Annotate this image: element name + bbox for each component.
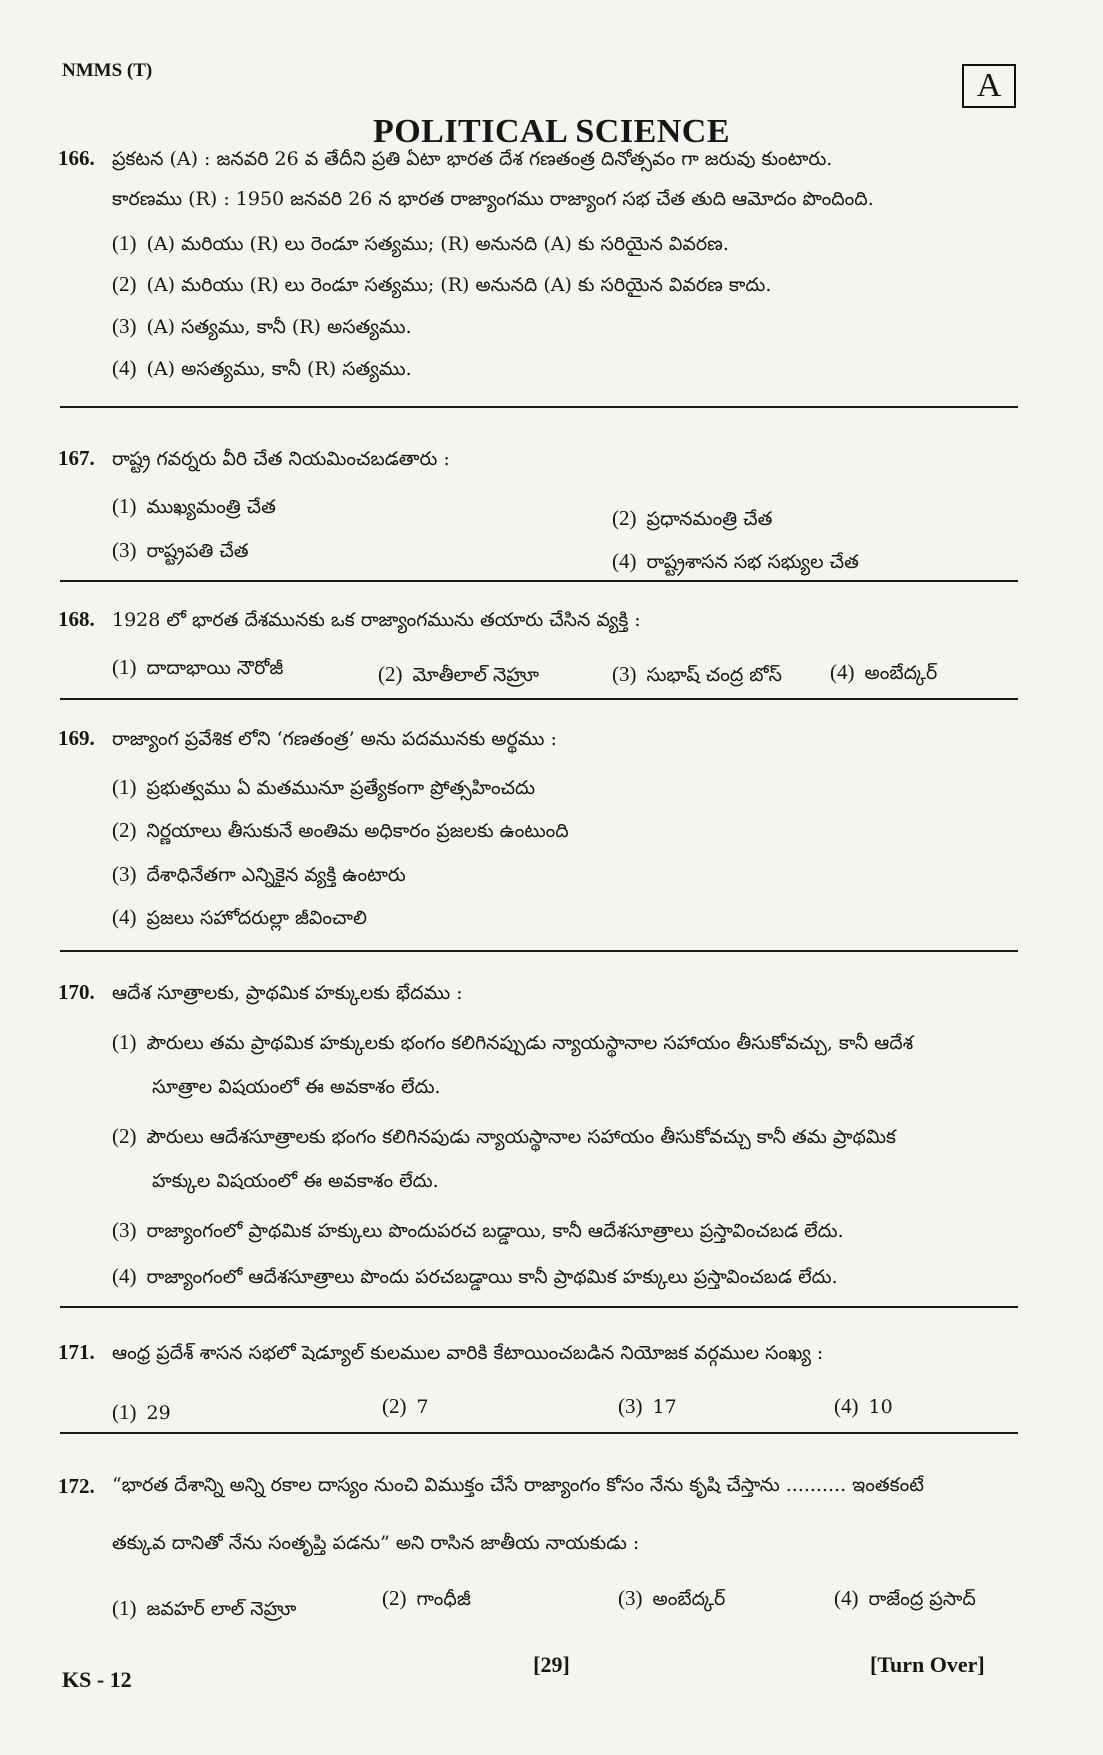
divider-rule: [60, 950, 1018, 952]
option-text: గాంధీజీ: [416, 1588, 471, 1610]
question-text: ఆంధ్ర ప్రదేశ్ శాసన సభలో షెడ్యూల్ కులముల వారికి కేటాయించబడిన నియోజక వర్గముల సంఖ్య :: [112, 1342, 824, 1364]
option-number: (3): [112, 862, 137, 886]
booklet-series-badge: A: [962, 64, 1016, 108]
option-number: (1): [112, 1030, 137, 1054]
question-text: కారణము (R) : 1950 జనవరి 26 న భారత రాజ్యాంగము రాజ్యాంగ సభ చేత తుది ఆమోదం పొందింది.: [112, 188, 874, 210]
option-text: 10: [868, 1396, 893, 1418]
option-1: [112, 231, 729, 260]
option-number: (1): [112, 655, 137, 679]
option-number: (2): [612, 506, 637, 530]
option-1: [112, 1030, 913, 1059]
option-number: (4): [612, 549, 637, 573]
option-2: [612, 506, 772, 535]
divider-rule: [60, 698, 1018, 700]
option-text: రాజ్యాంగంలో ప్రాథమిక హక్కులు పొందుపరచ బడ్డాయి, కానీ ఆదేశసూత్రాలు ప్రస్తావించబడ లేదు.: [146, 1220, 844, 1242]
option-3: [112, 862, 406, 891]
option-2: [382, 1394, 429, 1419]
question-number: 172.: [58, 1474, 95, 1498]
option-text: సుభాష్ చంద్ర బోస్: [646, 664, 782, 686]
option-1: [112, 1400, 171, 1425]
option-text: రాజేంద్ర ప్రసాద్: [868, 1588, 976, 1610]
option-text: ముఖ్యమంత్రి చేత: [146, 496, 276, 518]
option-text: పౌరులు తమ ప్రాథమిక హక్కులకు భంగం కలిగినప్పుడు న్యాయస్థానాల సహాయం తీసుకోవచ్చు, కానీ ఆదేశ: [146, 1032, 914, 1054]
option-3: [618, 1586, 725, 1615]
option-number: (1): [112, 775, 137, 799]
question-number: 170.: [58, 980, 95, 1004]
option-4: [112, 356, 412, 385]
option-text: ప్రధానమంత్రి చేత: [646, 508, 773, 530]
question-text: 1928 లో భారత దేశమునకు ఒక రాజ్యాంగమును తయారు చేసిన వ్యక్తి :: [112, 609, 641, 631]
option-text: దాదాభాయి నౌరోజీ: [146, 657, 284, 679]
section-title: POLITICAL SCIENCE: [372, 113, 731, 150]
option-3: [618, 1394, 677, 1419]
option-number: (3): [612, 662, 637, 686]
option-number: (4): [834, 1394, 859, 1418]
option-4: [112, 905, 367, 934]
option-1: [112, 775, 535, 804]
divider-rule: [60, 1432, 1018, 1434]
question-text: రాష్ట్ర గవర్నరు వీరి చేత నియమించబడతారు :: [112, 448, 450, 470]
option-number: (2): [382, 1394, 407, 1418]
option-2: [112, 818, 569, 847]
option-number: (1): [112, 494, 137, 518]
option-number: (2): [382, 1586, 407, 1610]
option-text: రాజ్యాంగంలో ఆదేశసూత్రాలు పొందు పరచబడ్డాయి కానీ ప్రాథమిక హక్కులు ప్రస్తావించబడ లేదు.: [146, 1266, 838, 1288]
question-number: 168.: [58, 607, 95, 631]
option-number: (1): [112, 1596, 137, 1620]
option-text: (A) మరియు (R) లు రెండూ సత్యము; (R) అనునది (A) కు సరియైన వివరణ.: [146, 233, 729, 255]
option-4: [834, 1394, 893, 1419]
option-number: (3): [112, 314, 137, 338]
option-text: (A) అసత్యము, కానీ (R) సత్యము.: [146, 358, 412, 380]
question-number: 171.: [58, 1340, 95, 1364]
question-number: 167.: [58, 446, 95, 470]
option-3: [112, 1218, 844, 1247]
question-number: 169.: [58, 726, 95, 750]
option-number: (4): [112, 1264, 137, 1288]
question-text: ఆదేశ సూత్రాలకు, ప్రాథమిక హక్కులకు భేదము :: [112, 982, 463, 1004]
option-2: [112, 1124, 896, 1153]
option-text: నిర్ణయాలు తీసుకునే అంతిమ అధికారం ప్రజలకు ఉంటుంది: [146, 820, 569, 842]
option-3: [112, 314, 412, 343]
option-text: అంబేద్కర్: [652, 1588, 726, 1610]
question-text: ప్రకటన (A) : జనవరి 26 వ తేదీని ప్రతి ఏటా భారత దేశ గణతంత్ర దినోత్సవం గా జరువు కుంటారు.: [112, 148, 833, 170]
option-2: [112, 272, 771, 301]
footer-code: KS - 12: [62, 1667, 132, 1692]
option-1: [112, 494, 276, 523]
option-1: [112, 655, 283, 684]
option-4: [612, 549, 859, 578]
option-text: (A) మరియు (R) లు రెండూ సత్యము; (R) అనునది (A) కు సరియైన వివరణ కాదు.: [146, 274, 772, 296]
option-text: 17: [652, 1396, 677, 1418]
option-number: (4): [830, 660, 855, 684]
question-number: 166.: [58, 146, 95, 170]
option-1-continuation: సూత్రాల విషయంలో ఈ అవకాశం లేదు.: [152, 1076, 441, 1098]
option-text: (A) సత్యము, కానీ (R) అసత్యము.: [146, 316, 412, 338]
divider-rule: [60, 580, 1018, 582]
option-2: [378, 662, 539, 691]
option-number: (3): [112, 1218, 137, 1242]
option-text: రాష్ట్రపతి చేత: [146, 540, 249, 562]
option-text: 29: [146, 1402, 171, 1424]
question-text: “భారత దేశాన్ని అన్ని రకాల దాస్యం నుంచి విముక్తం చేసే రాజ్యాంగం కోసం నేను కృషి చేస్తాను .......... ఇంతకంటే: [112, 1474, 924, 1496]
option-number: (2): [378, 662, 403, 686]
option-text: జవహర్ లాల్ నెహ్రూ: [146, 1598, 297, 1620]
option-1: [112, 1596, 296, 1625]
divider-rule: [60, 406, 1018, 408]
option-text: అంబేద్కర్: [864, 662, 938, 684]
option-number: (2): [112, 272, 137, 296]
option-number: (4): [834, 1586, 859, 1610]
option-number: (2): [112, 1124, 137, 1148]
exam-code: NMMS (T): [62, 60, 153, 81]
question-text: తక్కువ దానితో నేను సంతృప్తి పడను” అని రాసిన జాతీయ నాయకుడు :: [112, 1532, 640, 1554]
option-4: [112, 1264, 838, 1293]
option-number: (4): [112, 356, 137, 380]
option-3: [612, 662, 782, 691]
option-text: దేశాధినేతగా ఎన్నికైన వ్యక్తి ఉంటారు: [146, 864, 406, 886]
option-2: [382, 1586, 471, 1615]
option-number: (3): [618, 1586, 643, 1610]
option-number: (4): [112, 905, 137, 929]
option-number: (3): [112, 538, 137, 562]
option-2-continuation: హక్కుల విషయంలో ఈ అవకాశం లేదు.: [152, 1170, 439, 1192]
divider-rule: [60, 1306, 1018, 1308]
option-text: పౌరులు ఆదేశసూత్రాలకు భంగం కలిగినపుడు న్యాయస్థానాల సహాయం తీసుకోవచ్చు కానీ తమ ప్రాథమిక: [146, 1126, 896, 1148]
option-text: 7: [416, 1396, 429, 1418]
option-4: [834, 1586, 976, 1615]
option-text: మోతీలాల్ నెహ్రూ: [412, 664, 540, 686]
option-text: ప్రభుత్వము ఏ మతమునూ ప్రత్యేకంగా ప్రోత్సహించదు: [146, 777, 536, 799]
option-3: [112, 538, 249, 567]
question-text: రాజ్యాంగ ప్రవేశిక లోని ‘గణతంత్ర’ అను పదమునకు అర్థము :: [112, 728, 557, 750]
option-number: (1): [112, 1400, 137, 1424]
page-number: [29]: [533, 1652, 570, 1677]
option-number: (3): [618, 1394, 643, 1418]
option-text: ప్రజలు సహోదరుల్లా జీవించాలి: [146, 907, 367, 929]
option-4: [830, 660, 937, 689]
option-number: (2): [112, 818, 137, 842]
turn-over-label: [Turn Over]: [870, 1652, 985, 1677]
option-text: రాష్ట్రశాసన సభ సభ్యుల చేత: [646, 551, 859, 573]
option-number: (1): [112, 231, 137, 255]
